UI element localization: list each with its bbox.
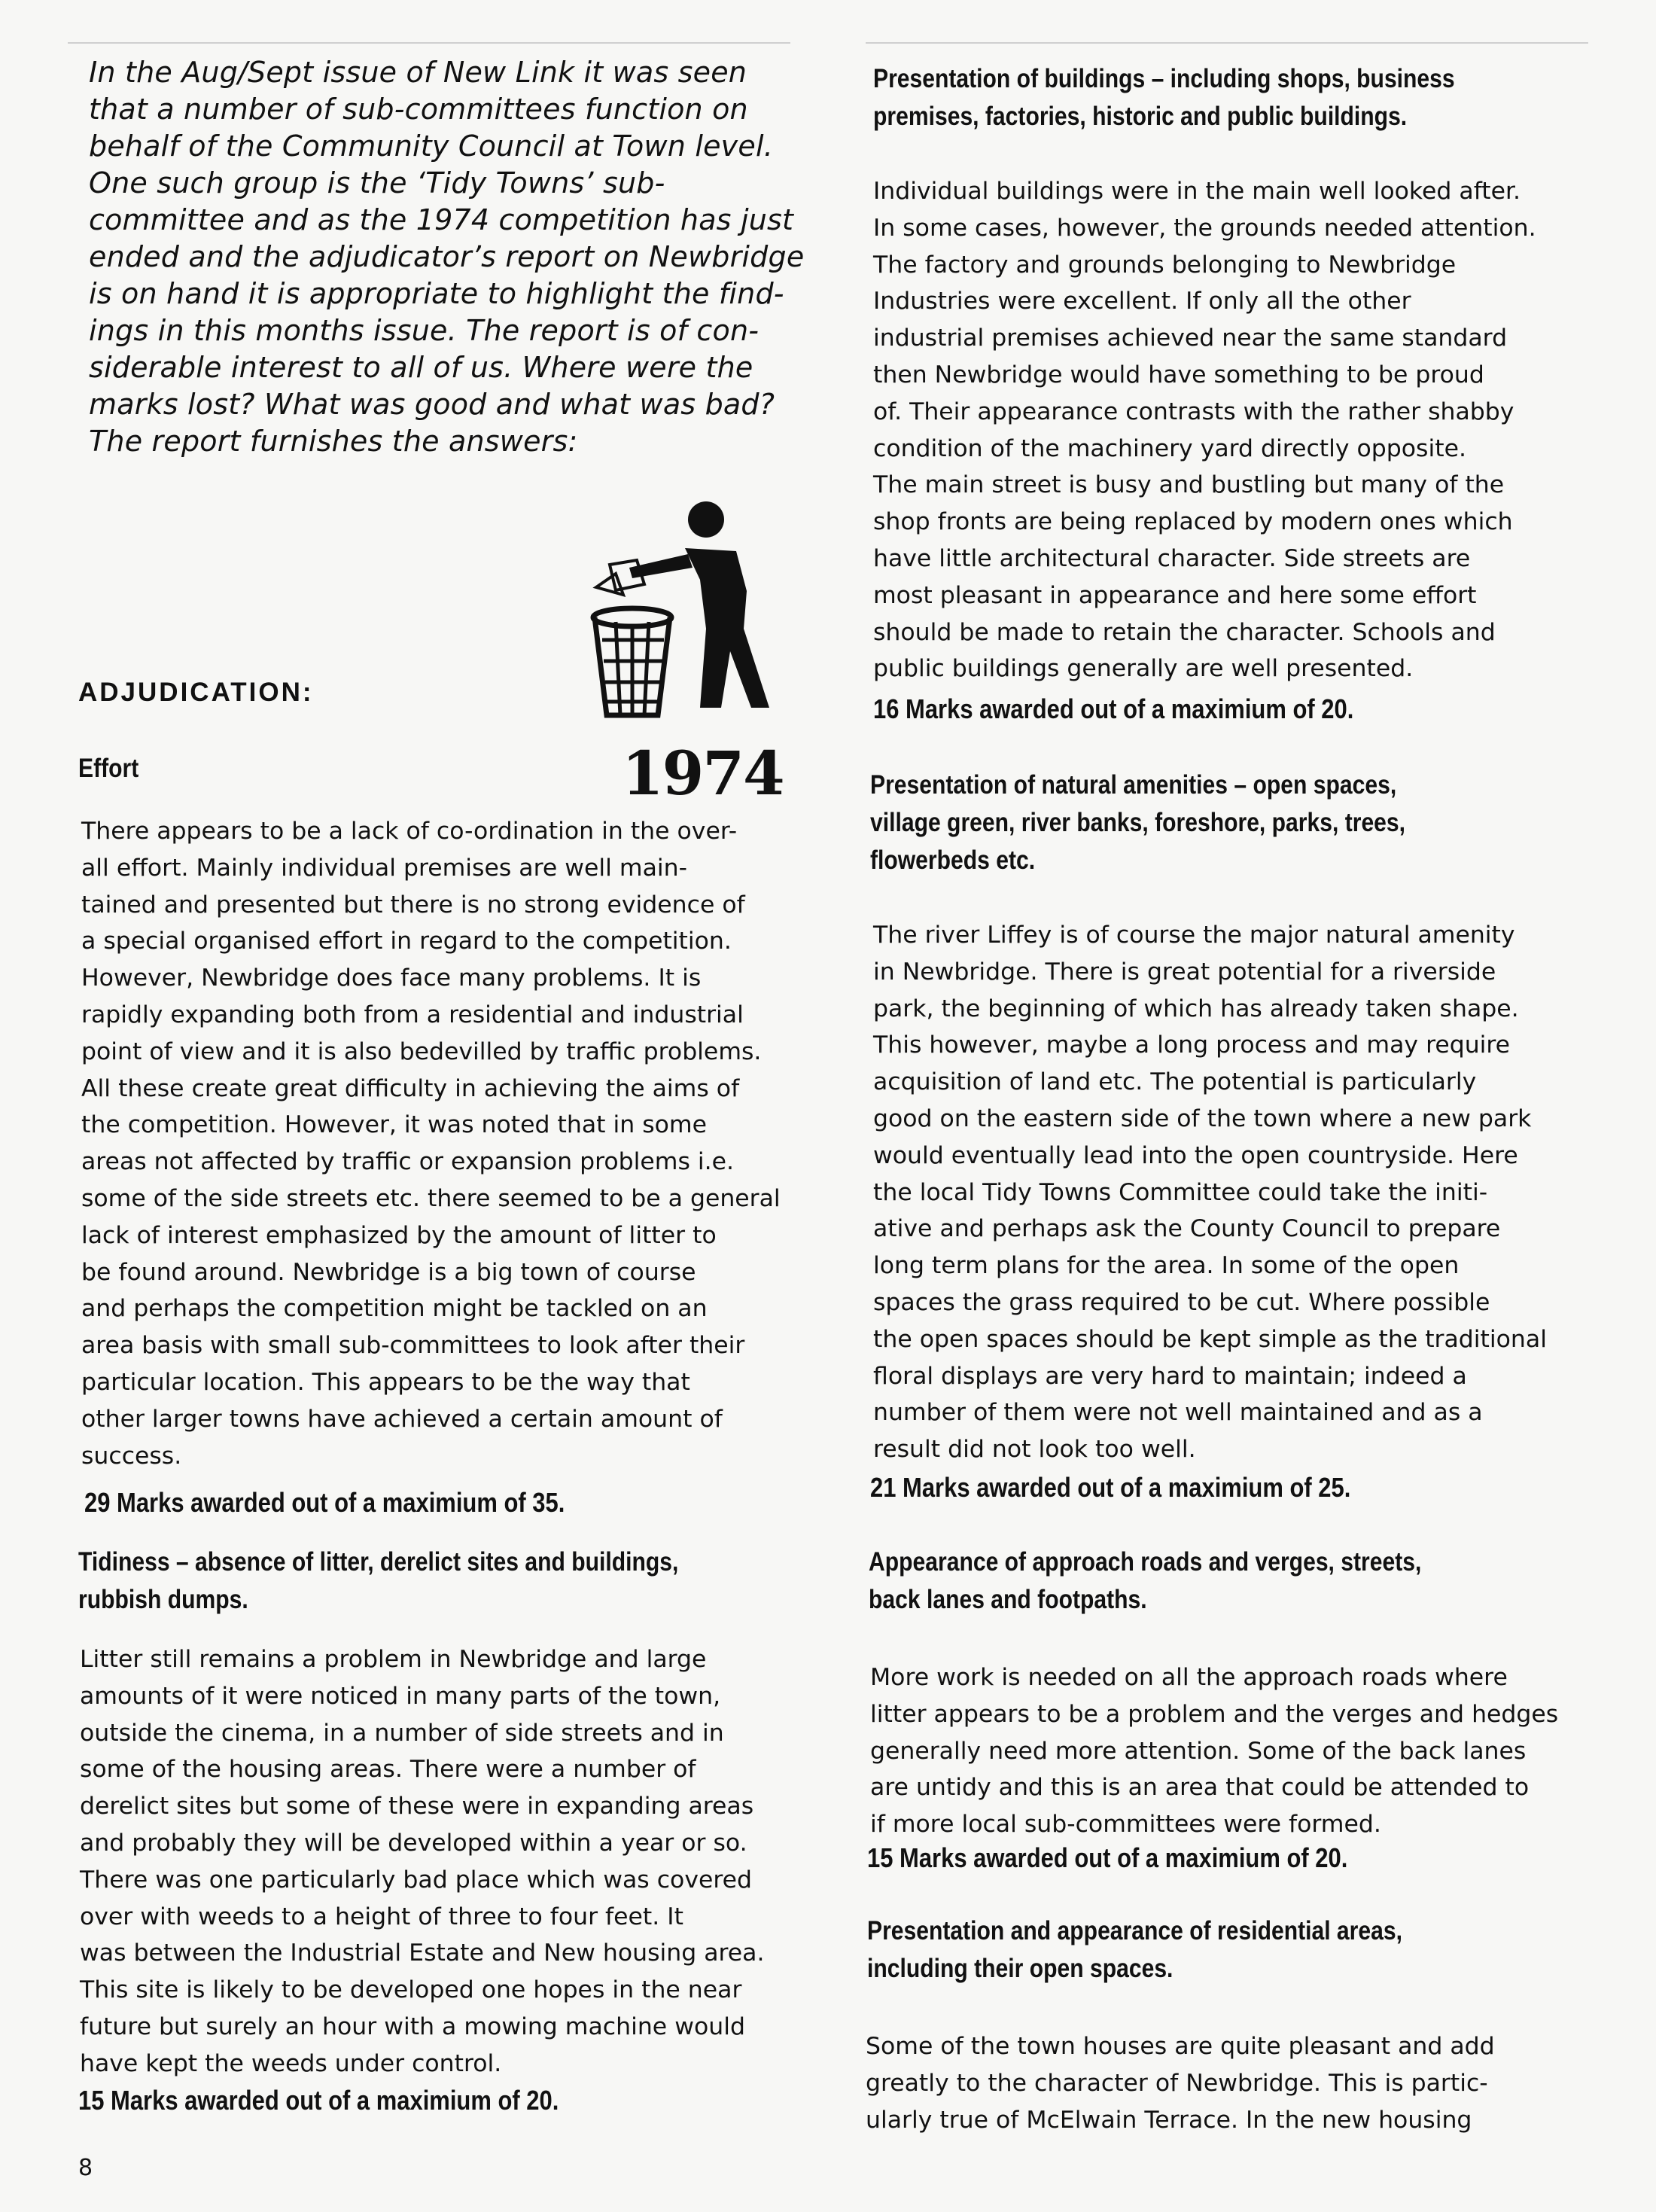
intro-paragraph [89, 54, 826, 460]
buildings-line: The main street is busy and bustling but many of the [873, 471, 1505, 499]
effort-line: lack of interest emphasized by the amount of litter to [81, 1221, 717, 1249]
natural-line: floral displays are very hard to maintain; indeed a [873, 1362, 1467, 1390]
tidiness-line: and probably they will be developed within a year or so. [80, 1829, 747, 1857]
scan-rule-top-left [68, 42, 790, 44]
buildings-marks: 16 Marks awarded out of a maximium of 20. [873, 693, 1354, 724]
tidiness-line: was between the Industrial Estate and New housing area. [80, 1939, 765, 1967]
residential-line: greatly to the character of Newbridge. This is partic- [866, 2069, 1488, 2097]
buildings-heading [873, 60, 1455, 136]
effort-line: a special organised effort in regard to the competition. [81, 928, 732, 955]
scan-rule-top-right [866, 42, 1588, 44]
approach-line: generally need more attention. Some of the back lanes [870, 1737, 1527, 1765]
approach-line: litter appears to be a problem and the verges and hedges [870, 1700, 1559, 1728]
buildings-line: of. Their appearance contrasts with the rather shabby [873, 398, 1514, 425]
buildings-line: Individual buildings were in the main well looked after. [873, 178, 1521, 205]
tidiness-line: There was one particularly bad place which was covered [80, 1866, 752, 1894]
effort-body [81, 813, 819, 1474]
natural-line: long term plans for the area. In some of the open [873, 1252, 1460, 1280]
natural-amenities-heading [870, 766, 1405, 879]
buildings-line: then Newbridge would have something to be proud [873, 361, 1484, 388]
buildings-body [873, 173, 1618, 687]
effort-line: There appears to be a lack of co-ordination in the over- [81, 818, 738, 845]
competition-year: 1974 [622, 738, 784, 809]
tidiness-line: amounts of it were noticed in many parts of the town, [80, 1682, 721, 1710]
approach-roads-body [870, 1659, 1615, 1843]
tidiness-line: over with weeds to a height of three to four feet. It [80, 1903, 683, 1930]
tidy-man-litter-bin-icon [580, 489, 783, 730]
buildings-line: condition of the machinery yard directly opposite. [873, 434, 1466, 462]
intro-line: behalf of the Community Council at Town level. [89, 129, 773, 163]
tidiness-marks: 15 Marks awarded out of a maximium of 20. [78, 2085, 559, 2116]
effort-line: and perhaps the competition might be tackled on an [81, 1295, 708, 1323]
buildings-line: In some cases, however, the grounds needed attention. [873, 214, 1536, 242]
residential-line: ularly true of McElwain Terrace. In the new housing [866, 2106, 1472, 2134]
natural-line: would eventually lead into the open countryside. Here [873, 1141, 1518, 1169]
approach-roads-heading [869, 1543, 1421, 1619]
buildings-line: most pleasant in appearance and here some effort [873, 581, 1477, 609]
effort-line: area basis with small sub-committees to look after their [81, 1332, 745, 1360]
tidiness-line: derelict sites but some of these were in expanding areas [80, 1793, 754, 1820]
buildings-heading-line: Presentation of buildings – including shops, business [873, 64, 1455, 93]
intro-line: is on hand it is appropriate to highlight the find- [89, 277, 784, 310]
natural-heading-line: village green, river banks, foreshore, parks, trees, [870, 808, 1406, 837]
intro-line: committee and as the 1974 competition has just [89, 203, 794, 236]
intro-line: One such group is the ‘Tidy Towns’ sub- [89, 166, 665, 200]
approach-line: are untidy and this is an area that could be attended to [870, 1774, 1530, 1802]
tidiness-line: have kept the weeds under control. [80, 2049, 502, 2077]
effort-line: However, Newbridge does face many problems. It is [81, 964, 702, 992]
effort-line: particular location. This appears to be the way that [81, 1368, 690, 1396]
approach-heading-line: back lanes and footpaths. [869, 1585, 1147, 1614]
residential-body [866, 2028, 1611, 2138]
intro-line: that a number of sub-committees function on [89, 93, 748, 126]
buildings-line: Industries were excellent. If only all the other [873, 288, 1411, 315]
effort-line: some of the side streets etc. there seemed to be a general [81, 1184, 781, 1212]
natural-line: number of them were not well maintained and as a [873, 1399, 1483, 1427]
approach-roads-marks: 15 Marks awarded out of a maximium of 20. [867, 1842, 1348, 1873]
tidiness-line: This site is likely to be developed one hopes in the near [80, 1976, 742, 2004]
residential-heading-line: including their open spaces. [867, 1954, 1174, 1983]
intro-line: siderable interest to all of us. Where were the [89, 351, 753, 384]
buildings-line: shop fronts are being replaced by modern ones which [873, 508, 1513, 536]
tidiness-heading-line: Tidiness – absence of litter, derelict sites and buildings, [78, 1547, 679, 1577]
tidiness-line: Litter still remains a problem in Newbridge and large [80, 1646, 707, 1673]
natural-line: good on the eastern side of the town where a new park [873, 1104, 1532, 1132]
residential-line: Some of the town houses are quite pleasant and add [866, 2033, 1495, 2060]
buildings-line: have little architectural character. Side streets are [873, 544, 1471, 572]
tidiness-line: some of the housing areas. There were a number of [80, 1756, 696, 1784]
approach-line: More work is needed on all the approach roads where [870, 1664, 1508, 1691]
natural-heading-line: flowerbeds etc. [870, 845, 1036, 875]
intro-line: marks lost? What was good and what was bad? [89, 388, 775, 421]
tidiness-line: outside the cinema, in a number of side streets and in [80, 1719, 724, 1747]
approach-line: if more local sub-committees were formed. [870, 1811, 1381, 1839]
natural-line: ative and perhaps ask the County Council to prepare [873, 1215, 1501, 1243]
natural-line: spaces the grass required to be cut. Where possible [873, 1288, 1490, 1316]
tidiness-line: future but surely an hour with a mowing machine would [80, 2012, 745, 2040]
intro-line: The report furnishes the answers: [89, 425, 578, 458]
buildings-line: should be made to retain the character. Schools and [873, 618, 1496, 646]
intro-line: ended and the adjudicator’s report on Newbridge [89, 240, 805, 273]
natural-amenities-body [873, 917, 1618, 1468]
natural-heading-line: Presentation of natural amenities – open spaces, [870, 770, 1397, 800]
natural-line: The river Liffey is of course the major natural amenity [873, 922, 1515, 949]
natural-line: in Newbridge. There is great potential for a riverside [873, 958, 1496, 986]
natural-line: result did not look too well. [873, 1436, 1196, 1464]
tidiness-heading [78, 1543, 678, 1619]
residential-heading [867, 1912, 1402, 1988]
page-number: 8 [78, 2155, 93, 2181]
tidiness-heading-line: rubbish dumps. [78, 1585, 248, 1614]
effort-line: be found around. Newbridge is a big town of course [81, 1258, 696, 1286]
buildings-line: industrial premises achieved near the same standard [873, 324, 1508, 352]
adjudication-title: ADJUDICATION: [78, 678, 314, 707]
effort-line: tained and presented but there is no strong evidence of [81, 891, 745, 919]
intro-line: In the Aug/Sept issue of New Link it was seen [89, 56, 747, 89]
effort-line: areas not affected by traffic or expansion problems i.e. [81, 1148, 735, 1176]
effort-line: other larger towns have achieved a certain amount of [81, 1405, 723, 1433]
buildings-heading-line: premises, factories, historic and public buildings. [873, 102, 1408, 131]
effort-line: point of view and it is also bedevilled by traffic problems. [81, 1037, 762, 1065]
effort-line: rapidly expanding both from a residential and industrial [81, 1001, 744, 1028]
tidiness-body [80, 1641, 817, 2083]
approach-heading-line: Appearance of approach roads and verges, streets, [869, 1547, 1422, 1577]
effort-line: All these create great difficulty in achieving the aims of [81, 1074, 740, 1102]
residential-heading-line: Presentation and appearance of residential areas, [867, 1916, 1402, 1945]
intro-line: ings in this months issue. The report is of con- [89, 314, 760, 347]
natural-line: the open spaces should be kept simple as the traditional [873, 1325, 1547, 1353]
effort-marks: 29 Marks awarded out of a maximium of 35. [84, 1487, 565, 1518]
effort-line: all effort. Mainly individual premises are well main- [81, 854, 687, 882]
effort-line: success. [81, 1442, 182, 1470]
natural-line: the local Tidy Towns Committee could take the initi- [873, 1178, 1488, 1206]
effort-line: the competition. However, it was noted that in some [81, 1111, 707, 1139]
buildings-line: public buildings generally are well presented. [873, 655, 1414, 683]
natural-line: acquisition of land etc. The potential is particularly [873, 1068, 1477, 1096]
buildings-line: The factory and grounds belonging to Newbridge [873, 251, 1457, 279]
effort-heading: Effort [78, 754, 139, 783]
natural-line: This however, maybe a long process and may require [873, 1031, 1511, 1059]
natural-amenities-marks: 21 Marks awarded out of a maximium of 25. [870, 1472, 1351, 1503]
natural-line: park, the beginning of which has already taken shape. [873, 995, 1519, 1022]
